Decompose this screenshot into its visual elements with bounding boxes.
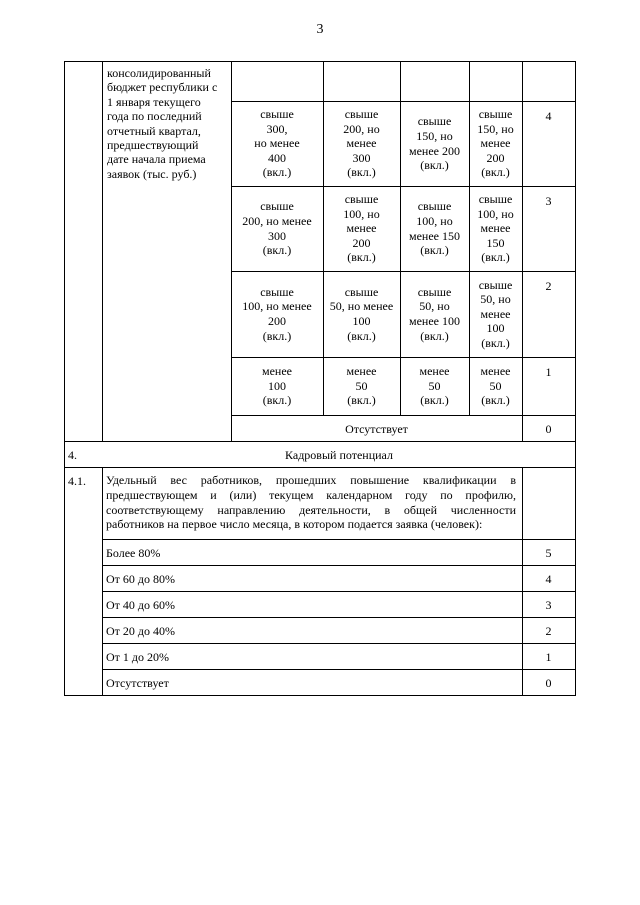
grid-cell-line: свыше — [478, 277, 513, 292]
absent-row-score: 0 — [545, 422, 552, 436]
grid-cell-line: (вкл.) — [481, 250, 510, 265]
grid-cell-line: 150, но — [416, 128, 453, 143]
grid-cell — [400, 186, 469, 271]
grid-cell-line: менее — [346, 221, 377, 236]
section-4-1-number: 4.1. — [68, 474, 86, 488]
grid-cell-line: 100 — [486, 321, 505, 336]
grid-cell — [469, 101, 522, 186]
option-label: От 60 до 80% — [106, 572, 176, 586]
grid-cell — [400, 357, 469, 415]
grid-cell-line: 100 — [352, 314, 371, 328]
grid-cell-line: свыше — [260, 284, 294, 299]
grid-cell-line: 200 — [486, 150, 505, 165]
grid-cell — [323, 186, 400, 271]
grid-cell — [469, 186, 522, 271]
section-4-number: 4. — [68, 448, 77, 462]
grid-cell-line: (вкл.) — [262, 165, 292, 180]
grid-cell-line: свыше — [417, 199, 452, 214]
grid-cell-line: менее — [346, 364, 377, 379]
grid-cell-line: менее — [480, 364, 511, 379]
grid-cell-line: (вкл.) — [420, 393, 449, 408]
grid-cell — [400, 101, 469, 186]
option-label: Более 80% — [106, 546, 161, 560]
grid-cell-line: 100, но — [343, 206, 380, 221]
grid-cell-line: менее — [480, 306, 511, 321]
absent-row-label: Отсутствует — [345, 422, 408, 436]
indicator-label: консолидированный бюджет республики с 1 января текущего года по последний отчетный квартал, предшествующий дате начала приема заявок (тыс. руб.) — [107, 66, 218, 181]
grid-cell-line: 50, но — [480, 292, 511, 307]
grid-cell — [231, 101, 323, 186]
grid-cell-line: 50 — [428, 378, 441, 393]
grid-cell-line: (вкл.) — [481, 393, 510, 408]
grid-row-score: 4 — [545, 109, 552, 123]
grid-cell-line: свыше — [344, 284, 379, 299]
option-score: 3 — [545, 598, 552, 612]
grid-cell-line: 200 — [352, 235, 371, 250]
grid-cell-line: 200, но — [343, 121, 380, 136]
grid-cell — [469, 357, 522, 415]
grid-cell — [469, 271, 522, 357]
option-label: От 1 до 20% — [106, 650, 170, 664]
grid-row-score: 1 — [545, 365, 552, 379]
grid-cell-line: 50, но — [419, 299, 450, 314]
grid-cell — [323, 271, 400, 357]
grid-cell-line: свыше — [478, 107, 513, 122]
grid-cell-line: 100, но менее — [242, 299, 312, 314]
grid-cell-line: свыше — [260, 199, 294, 214]
grid-cell-line: (вкл.) — [347, 165, 376, 180]
grid-cell-line: 300, — [266, 121, 288, 136]
grid-row-score: 3 — [545, 194, 552, 208]
grid-cell-line: 100, но — [416, 213, 453, 228]
grid-cell-line: 300 — [268, 228, 286, 243]
grid-cell-line: свыше — [344, 107, 379, 122]
grid-cell-line: 150 — [486, 235, 505, 250]
grid-cell-line: (вкл.) — [420, 328, 449, 343]
grid-cell-line: (вкл.) — [347, 328, 376, 343]
grid-cell-line: менее — [419, 364, 450, 379]
grid-cell-line: менее — [262, 364, 292, 379]
grid-cell-line: (вкл.) — [481, 335, 510, 350]
grid-cell-line: менее 150 — [409, 228, 460, 243]
grid-cell — [231, 357, 323, 415]
grid-cell-line: свыше — [417, 114, 452, 129]
option-score: 1 — [545, 650, 552, 664]
grid-cell-line: менее — [346, 136, 377, 151]
option-score: 2 — [545, 624, 552, 638]
grid-cell-line: свыше — [344, 192, 379, 207]
grid-cell-line: 100 — [268, 378, 286, 393]
option-label: От 20 до 40% — [106, 624, 176, 638]
grid-cell-line: менее — [480, 136, 511, 151]
grid-cell-line: (вкл.) — [262, 393, 292, 408]
grid-row-score: 2 — [545, 279, 552, 293]
grid-cell-line: (вкл.) — [420, 158, 449, 173]
grid-cell-line: 200 — [268, 314, 286, 328]
grid-cell — [400, 271, 469, 357]
option-label: От 40 до 60% — [106, 598, 176, 612]
section-4-title: Кадровый потенциал — [285, 448, 393, 462]
section-4-1-description: Удельный вес работников, прошедших повышение квалификации в предшествующем и (или) текущем календарном году по профилю, соответствующему направлению деятельности, в общей численности работников на первое число месяца, в котором подается заявка (человек): — [106, 473, 516, 532]
grid-cell-line: (вкл.) — [347, 250, 376, 265]
grid-cell-line: менее 100 — [409, 314, 460, 328]
grid-cell-line: (вкл.) — [347, 393, 376, 408]
grid-cell-line: 200, но менее — [242, 213, 312, 228]
option-score: 0 — [545, 676, 552, 690]
grid-cell-line: (вкл.) — [262, 328, 292, 343]
grid-cell-line: (вкл.) — [420, 243, 449, 258]
grid-cell — [323, 357, 400, 415]
grid-cell-line: свыше — [417, 284, 452, 299]
grid-cell — [231, 186, 323, 271]
grid-cell-line: свыше — [478, 192, 513, 207]
grid-cell-line: (вкл.) — [481, 165, 510, 180]
grid-cell-line: 50 — [489, 378, 502, 393]
option-label: Отсутствует — [106, 676, 169, 690]
grid-cell-line: 50 — [355, 378, 368, 393]
grid-cell-line: 150, но — [477, 121, 514, 136]
grid-cell-line: 50, но менее — [329, 299, 394, 314]
grid-cell-line: 100, но — [477, 206, 514, 221]
grid-cell-line: менее 200 — [409, 143, 460, 158]
page-number: 3 — [316, 22, 324, 37]
grid-cell-line: (вкл.) — [262, 243, 292, 258]
grid-cell-line: но менее — [254, 136, 300, 151]
grid-cell — [323, 101, 400, 186]
grid-cell-line: менее — [480, 221, 511, 236]
option-score: 4 — [545, 572, 552, 586]
grid-cell-line: 300 — [352, 150, 371, 165]
grid-cell — [231, 271, 323, 357]
grid-cell-line: свыше — [260, 107, 294, 122]
option-score: 5 — [545, 546, 552, 560]
grid-cell-line: 400 — [268, 150, 286, 165]
